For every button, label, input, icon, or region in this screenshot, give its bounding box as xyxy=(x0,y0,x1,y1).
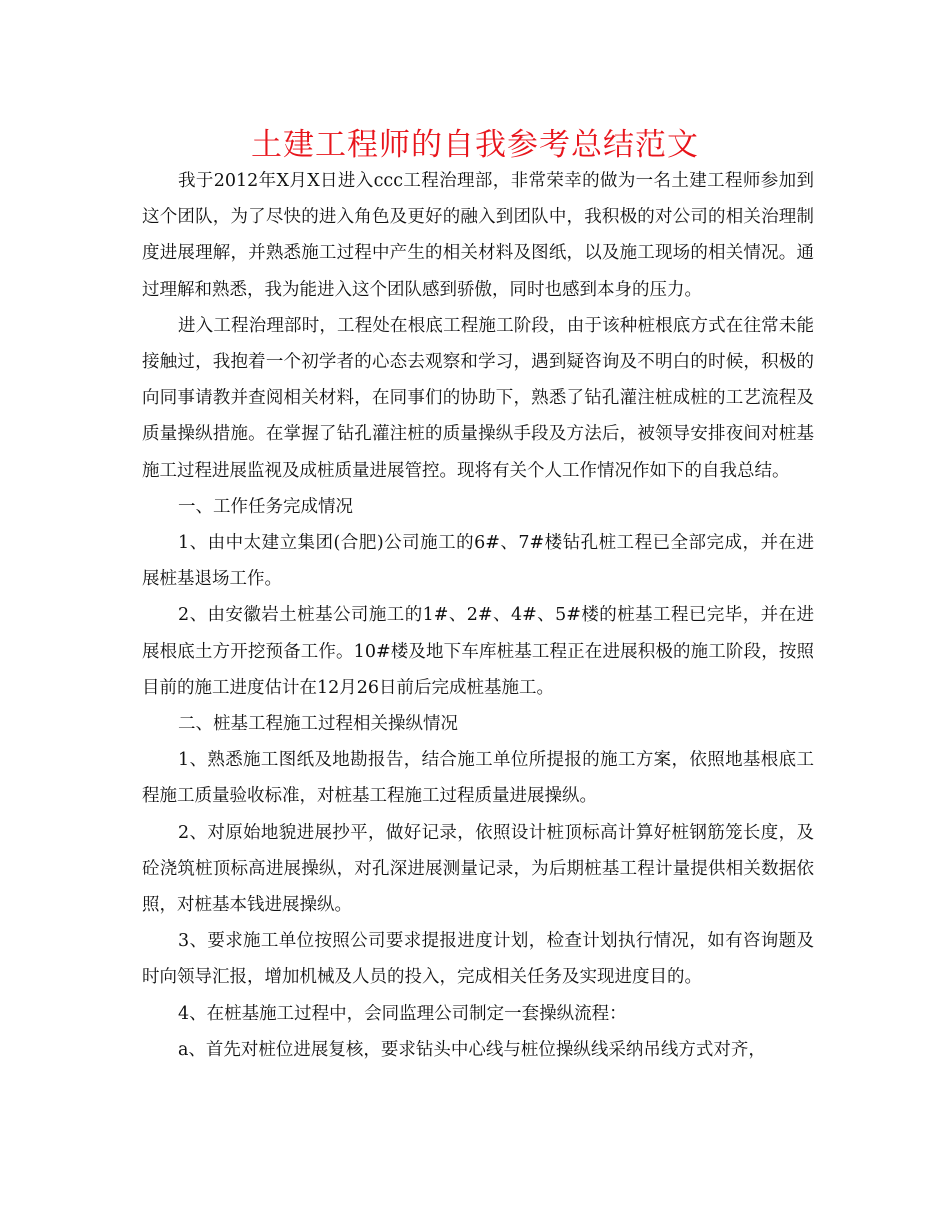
section-heading-1: 一、工作任务完成情况 xyxy=(178,496,353,517)
paragraph-intro: 我于2012年X月X日进入ccc工程治理部，非常荣幸的做为一名土建工程师参加到这个团队，为了尽快的进入角色及更好的融入到团队中，我积极的对公司的相关治理制度进展理解，并熟悉施工过程中产生的相关材料及图纸，以及施工现场的相关情况。通过理解和熟悉，我为能进入这个团队感到骄傲，同时也感到本身的压力。 xyxy=(142,171,814,300)
list-item-1-1: 1、由中太建立集团(合肥)公司施工的6#、7#楼钻孔桩工程已全部完成，并在进展桩基退场工作。 xyxy=(142,533,814,590)
section-heading-2: 二、桩基工程施工过程相关操纵情况 xyxy=(178,714,458,735)
list-item-1-2: 2、由安徽岩土桩基公司施工的1#、2#、4#、5#楼的桩基工程已完毕，并在进展根底土方开挖预备工作。10#楼及地下车库桩基工程正在进展积极的施工阶段，按照目前的施工进度估计在12月26日前后完成桩基施工。 xyxy=(142,605,814,698)
paragraph-background: 进入工程治理部时，工程处在根底工程施工阶段，由于该种桩根底方式在往常未能接触过，我抱着一个初学者的心态去观察和学习，遇到疑咨询及不明白的时候，积极的向同事请教并查阅相关材料，在同事们的协助下，熟悉了钻孔灌注桩成桩的工艺流程及质量操纵措施。在掌握了钻孔灌注桩的质量操纵手段及方法后，被领导安排夜间对桩基施工过程进展监视及成桩质量进展管控。现将有关个人工作情况作如下的自我总结。 xyxy=(142,315,814,481)
list-item-2-1: 1、熟悉施工图纸及地勘报告，结合施工单位所提报的施工方案，依照地基根底工程施工质量验收标准，对桩基工程施工过程质量进展操纵。 xyxy=(142,750,814,807)
list-item-2-3: 3、要求施工单位按照公司要求提报进度计划，检查计划执行情况，如有咨询题及时向领导汇报，增加机械及人员的投入，完成相关任务及实现进度目的。 xyxy=(142,931,814,988)
document-title: 土建工程师的自我参考总结范文 xyxy=(251,127,699,163)
list-item-2-4-a: a、首先对桩位进展复核，要求钻头中心线与桩位操纵线采纳吊线方式对齐， xyxy=(178,1039,766,1060)
list-item-2-2: 2、对原始地貌进展抄平，做好记录，依照设计桩顶标高计算好桩钢筋笼长度，及砼浇筑桩顶标高进展操纵，对孔深进展测量记录，为后期桩基工程计量提供相关数据依照，对桩基本钱进展操纵。 xyxy=(142,822,814,916)
list-item-2-4: 4、在桩基施工过程中，会同监理公司制定一套操纵流程： xyxy=(178,1003,627,1024)
document-body xyxy=(142,163,814,1068)
